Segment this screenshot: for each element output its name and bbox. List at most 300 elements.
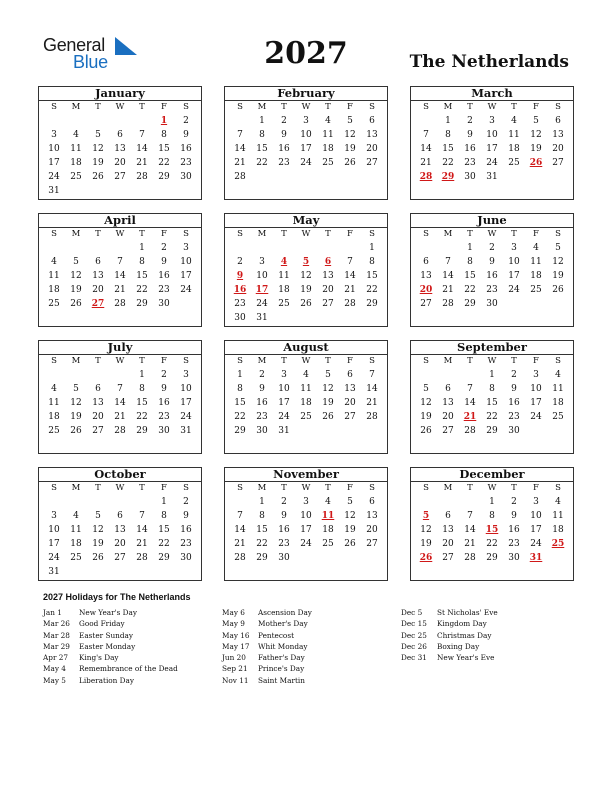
weekday-label: M <box>71 483 81 493</box>
holiday-day-cell: 15 <box>485 525 499 535</box>
day-cell: 7 <box>347 257 353 267</box>
weekday-label: S <box>555 356 561 366</box>
day-cell: 13 <box>552 130 564 140</box>
holiday-item <box>401 607 498 618</box>
day-cell: 8 <box>237 384 243 394</box>
page-title-year: 2027 <box>264 36 348 71</box>
empty-day-cell <box>109 495 131 509</box>
month-days-grid <box>39 228 201 311</box>
empty-day-cell <box>459 495 481 509</box>
day-cell: 3 <box>303 497 309 507</box>
weekday-label: T <box>467 483 473 493</box>
day-cell: 27 <box>366 158 378 168</box>
weekday-label: W <box>487 483 497 493</box>
weekday-label: S <box>51 102 57 112</box>
day-cell: 18 <box>48 412 60 422</box>
day-cell: 14 <box>234 525 246 535</box>
day-cell: 2 <box>281 116 287 126</box>
month-days-grid <box>411 482 573 565</box>
day-cell: 5 <box>533 116 539 126</box>
day-cell: 22 <box>158 539 170 549</box>
holiday-name: Easter Sunday <box>79 630 134 640</box>
day-cell: 21 <box>234 158 246 168</box>
day-cell: 16 <box>508 398 520 408</box>
weekday-label: W <box>487 102 497 112</box>
holiday-item <box>222 618 312 629</box>
day-cell: 12 <box>552 257 564 267</box>
day-cell: 12 <box>530 130 542 140</box>
day-cell: 8 <box>161 511 167 521</box>
day-cell: 4 <box>533 243 539 253</box>
day-cell: 9 <box>281 130 287 140</box>
day-cell: 5 <box>347 116 353 126</box>
day-cell: 21 <box>442 285 454 295</box>
weekday-label: S <box>51 483 57 493</box>
day-cell: 13 <box>114 144 126 154</box>
day-cell: 27 <box>552 158 564 168</box>
holiday-day-cell: 4 <box>280 257 288 267</box>
empty-day-cell <box>415 368 437 382</box>
day-cell: 22 <box>486 412 498 422</box>
day-cell: 30 <box>278 553 290 563</box>
weekday-label: T <box>281 102 287 112</box>
day-cell: 28 <box>234 553 246 563</box>
day-cell: 1 <box>489 497 495 507</box>
weekday-label: F <box>533 102 539 112</box>
day-cell: 13 <box>92 271 104 281</box>
empty-day-cell <box>437 495 459 509</box>
day-cell: 1 <box>369 243 375 253</box>
day-cell: 21 <box>420 158 432 168</box>
month-days-grid <box>411 228 573 311</box>
day-cell: 17 <box>180 398 192 408</box>
day-cell: 23 <box>278 539 290 549</box>
day-cell: 13 <box>442 525 454 535</box>
day-cell: 18 <box>70 158 82 168</box>
day-cell: 24 <box>180 412 192 422</box>
day-cell: 21 <box>114 285 126 295</box>
month-april <box>38 213 202 327</box>
day-cell: 10 <box>486 130 498 140</box>
holiday-date: Apr 27 <box>43 653 69 663</box>
day-cell: 18 <box>552 398 564 408</box>
day-cell: 27 <box>442 426 454 436</box>
day-cell: 13 <box>420 271 432 281</box>
day-cell: 19 <box>420 539 432 549</box>
weekday-label: S <box>369 229 375 239</box>
day-cell: 22 <box>442 158 454 168</box>
day-cell: 14 <box>366 384 378 394</box>
day-cell: 9 <box>161 384 167 394</box>
empty-day-cell <box>415 495 437 509</box>
day-cell: 11 <box>70 525 82 535</box>
day-cell: 27 <box>114 553 126 563</box>
day-cell: 22 <box>234 412 246 422</box>
weekday-label: S <box>183 102 189 112</box>
empty-day-cell <box>339 241 361 255</box>
day-cell: 4 <box>511 116 517 126</box>
weekday-label: T <box>281 483 287 493</box>
day-cell: 12 <box>420 525 432 535</box>
day-cell: 8 <box>139 384 145 394</box>
day-cell: 7 <box>237 511 243 521</box>
day-cell: 21 <box>366 398 378 408</box>
day-cell: 3 <box>183 370 189 380</box>
day-cell: 12 <box>344 511 356 521</box>
holiday-name: King's Day <box>79 653 119 663</box>
day-cell: 20 <box>442 412 454 422</box>
day-cell: 26 <box>344 539 356 549</box>
weekday-label: S <box>183 356 189 366</box>
month-title: February <box>225 87 387 101</box>
day-cell: 13 <box>366 130 378 140</box>
holiday-day-cell: 28 <box>419 172 433 182</box>
holiday-name: Ascension Day <box>258 608 312 617</box>
holiday-item <box>401 618 498 629</box>
day-cell: 25 <box>70 172 82 182</box>
day-cell: 28 <box>136 172 148 182</box>
day-cell: 18 <box>70 539 82 549</box>
weekday-label: T <box>95 102 101 112</box>
day-cell: 15 <box>256 525 268 535</box>
empty-day-cell <box>131 114 153 128</box>
holiday-name: Liberation Day <box>79 675 135 685</box>
weekday-label: M <box>443 229 453 239</box>
day-cell: 9 <box>259 384 265 394</box>
weekday-label: W <box>115 102 125 112</box>
day-cell: 7 <box>423 130 429 140</box>
day-cell: 15 <box>256 144 268 154</box>
weekday-label: F <box>161 229 167 239</box>
day-cell: 29 <box>234 426 246 436</box>
day-cell: 31 <box>180 426 192 436</box>
day-cell: 23 <box>180 158 192 168</box>
holiday-date: Nov 11 <box>222 675 249 685</box>
day-cell: 20 <box>344 398 356 408</box>
day-cell: 3 <box>281 370 287 380</box>
weekday-label: F <box>347 356 353 366</box>
day-cell: 12 <box>322 384 334 394</box>
day-cell: 21 <box>344 285 356 295</box>
day-cell: 2 <box>183 116 189 126</box>
day-cell: 30 <box>508 553 520 563</box>
day-cell: 29 <box>158 553 170 563</box>
holiday-day-cell: 26 <box>419 553 433 563</box>
day-cell: 20 <box>114 539 126 549</box>
day-cell: 16 <box>158 398 170 408</box>
day-cell: 12 <box>420 398 432 408</box>
day-cell: 3 <box>259 257 265 267</box>
holiday-column <box>401 607 498 663</box>
holiday-column <box>222 607 312 686</box>
holiday-name: New Year's Eve <box>437 653 495 663</box>
day-cell: 14 <box>136 525 148 535</box>
day-cell: 18 <box>552 525 564 535</box>
day-cell: 13 <box>344 384 356 394</box>
day-cell: 10 <box>48 525 60 535</box>
day-cell: 26 <box>92 172 104 182</box>
day-cell: 6 <box>423 257 429 267</box>
holiday-day-cell: 1 <box>160 116 168 126</box>
day-cell: 23 <box>180 539 192 549</box>
day-cell: 19 <box>552 271 564 281</box>
day-cell: 10 <box>180 257 192 267</box>
empty-day-cell <box>43 241 65 255</box>
day-cell: 21 <box>464 539 476 549</box>
holiday-name: New Year's Day <box>79 608 138 617</box>
logo-general-text: General <box>43 35 105 55</box>
day-cell: 5 <box>347 497 353 507</box>
day-cell: 27 <box>114 172 126 182</box>
day-cell: 11 <box>552 384 564 394</box>
day-cell: 1 <box>489 370 495 380</box>
day-cell: 9 <box>511 511 517 521</box>
holiday-date: Dec 26 <box>401 641 427 651</box>
day-cell: 28 <box>136 553 148 563</box>
holiday-day-cell: 25 <box>551 539 565 549</box>
empty-day-cell <box>43 495 65 509</box>
holiday-day-cell: 5 <box>302 257 310 267</box>
day-cell: 11 <box>300 384 312 394</box>
weekday-label: S <box>555 229 561 239</box>
day-cell: 3 <box>511 243 517 253</box>
day-cell: 2 <box>511 370 517 380</box>
day-cell: 22 <box>464 285 476 295</box>
holiday-date: May 5 <box>43 675 66 685</box>
day-cell: 29 <box>486 553 498 563</box>
day-cell: 15 <box>136 398 148 408</box>
day-cell: 29 <box>256 553 268 563</box>
day-cell: 12 <box>70 271 82 281</box>
day-cell: 11 <box>322 130 334 140</box>
weekday-label: F <box>533 229 539 239</box>
day-cell: 17 <box>278 398 290 408</box>
day-cell: 25 <box>70 553 82 563</box>
day-cell: 24 <box>530 412 542 422</box>
day-cell: 25 <box>300 412 312 422</box>
day-cell: 5 <box>555 243 561 253</box>
day-cell: 24 <box>300 539 312 549</box>
day-cell: 15 <box>158 144 170 154</box>
day-cell: 11 <box>70 144 82 154</box>
day-cell: 23 <box>278 158 290 168</box>
day-cell: 30 <box>234 313 246 323</box>
day-cell: 31 <box>48 567 60 577</box>
day-cell: 11 <box>48 271 60 281</box>
day-cell: 7 <box>467 511 473 521</box>
month-title: July <box>39 341 201 355</box>
holiday-item <box>401 641 498 652</box>
day-cell: 1 <box>467 243 473 253</box>
day-cell: 5 <box>325 370 331 380</box>
month-november <box>224 467 388 581</box>
day-cell: 17 <box>300 525 312 535</box>
month-days-grid <box>411 355 573 438</box>
day-cell: 8 <box>161 130 167 140</box>
day-cell: 28 <box>464 553 476 563</box>
day-cell: 5 <box>95 511 101 521</box>
day-cell: 17 <box>48 158 60 168</box>
weekday-label: M <box>257 356 267 366</box>
month-days-grid <box>225 355 387 438</box>
day-cell: 16 <box>180 144 192 154</box>
holiday-day-cell: 11 <box>321 511 335 521</box>
holiday-name: Easter Monday <box>79 641 136 651</box>
weekday-label: F <box>161 356 167 366</box>
day-cell: 16 <box>278 525 290 535</box>
day-cell: 21 <box>136 539 148 549</box>
day-cell: 16 <box>158 271 170 281</box>
weekday-label: S <box>369 483 375 493</box>
logo-blue-text: Blue <box>73 52 108 72</box>
day-cell: 8 <box>467 257 473 267</box>
day-cell: 6 <box>95 384 101 394</box>
day-cell: 7 <box>117 384 123 394</box>
holiday-date: May 9 <box>222 619 245 629</box>
day-cell: 8 <box>489 511 495 521</box>
day-cell: 4 <box>325 116 331 126</box>
holiday-item <box>43 675 178 686</box>
holiday-name: Mother's Day <box>258 619 308 629</box>
holiday-date: Sep 21 <box>222 664 248 674</box>
weekday-label: W <box>301 356 311 366</box>
month-title: September <box>411 341 573 355</box>
day-cell: 30 <box>486 299 498 309</box>
day-cell: 18 <box>530 271 542 281</box>
weekday-label: F <box>161 102 167 112</box>
day-cell: 7 <box>467 384 473 394</box>
day-cell: 19 <box>344 144 356 154</box>
empty-day-cell <box>229 114 251 128</box>
day-cell: 12 <box>92 144 104 154</box>
day-cell: 23 <box>158 285 170 295</box>
day-cell: 3 <box>533 497 539 507</box>
day-cell: 2 <box>281 497 287 507</box>
day-cell: 19 <box>420 412 432 422</box>
day-cell: 18 <box>278 285 290 295</box>
weekday-label: F <box>533 356 539 366</box>
day-cell: 15 <box>366 271 378 281</box>
day-cell: 13 <box>322 271 334 281</box>
day-cell: 19 <box>344 525 356 535</box>
day-cell: 26 <box>300 299 312 309</box>
holiday-day-cell: 16 <box>233 285 247 295</box>
day-cell: 12 <box>300 271 312 281</box>
weekday-label: S <box>369 356 375 366</box>
day-cell: 24 <box>48 553 60 563</box>
day-cell: 25 <box>508 158 520 168</box>
holiday-name: Saint Martin <box>258 675 305 685</box>
holiday-day-cell: 26 <box>529 158 543 168</box>
day-cell: 5 <box>423 384 429 394</box>
day-cell: 14 <box>234 144 246 154</box>
day-cell: 2 <box>511 497 517 507</box>
month-january <box>38 86 202 200</box>
day-cell: 24 <box>278 412 290 422</box>
day-cell: 6 <box>117 511 123 521</box>
day-cell: 9 <box>467 130 473 140</box>
day-cell: 14 <box>420 144 432 154</box>
day-cell: 6 <box>369 116 375 126</box>
day-cell: 14 <box>136 144 148 154</box>
holiday-name: St Nicholas' Eve <box>437 608 498 617</box>
day-cell: 14 <box>114 398 126 408</box>
day-cell: 13 <box>442 398 454 408</box>
day-cell: 9 <box>183 511 189 521</box>
weekday-label: W <box>115 483 125 493</box>
holiday-date: Mar 28 <box>43 630 70 640</box>
day-cell: 29 <box>136 426 148 436</box>
month-title: November <box>225 468 387 482</box>
day-cell: 1 <box>259 497 265 507</box>
day-cell: 30 <box>158 299 170 309</box>
day-cell: 10 <box>300 511 312 521</box>
day-cell: 26 <box>552 285 564 295</box>
day-cell: 12 <box>344 130 356 140</box>
day-cell: 21 <box>234 539 246 549</box>
day-cell: 23 <box>464 158 476 168</box>
day-cell: 28 <box>114 426 126 436</box>
empty-day-cell <box>65 368 87 382</box>
empty-day-cell <box>317 241 339 255</box>
day-cell: 31 <box>278 426 290 436</box>
day-cell: 12 <box>70 398 82 408</box>
day-cell: 8 <box>259 511 265 521</box>
holiday-date: Dec 5 <box>401 608 423 617</box>
holiday-item <box>401 630 498 641</box>
day-cell: 11 <box>48 398 60 408</box>
empty-day-cell <box>87 368 109 382</box>
empty-day-cell <box>87 114 109 128</box>
empty-day-cell <box>87 495 109 509</box>
weekday-label: M <box>443 102 453 112</box>
weekday-label: T <box>511 102 517 112</box>
weekday-label: M <box>443 483 453 493</box>
day-cell: 3 <box>183 243 189 253</box>
day-cell: 16 <box>256 398 268 408</box>
day-cell: 7 <box>117 257 123 267</box>
empty-day-cell <box>437 241 459 255</box>
weekday-label: T <box>139 229 145 239</box>
day-cell: 21 <box>136 158 148 168</box>
holiday-date: Jun 20 <box>222 653 246 663</box>
weekday-label: F <box>161 483 167 493</box>
holiday-item <box>222 607 312 618</box>
empty-day-cell <box>65 114 87 128</box>
month-days-grid <box>225 228 387 325</box>
day-cell: 25 <box>48 426 60 436</box>
day-cell: 18 <box>322 144 334 154</box>
weekday-label: T <box>281 356 287 366</box>
holiday-item <box>43 641 178 652</box>
day-cell: 4 <box>325 497 331 507</box>
day-cell: 2 <box>161 370 167 380</box>
day-cell: 26 <box>322 412 334 422</box>
holiday-date: Dec 31 <box>401 653 427 663</box>
day-cell: 27 <box>344 412 356 422</box>
day-cell: 7 <box>369 370 375 380</box>
day-cell: 30 <box>180 172 192 182</box>
day-cell: 16 <box>486 271 498 281</box>
day-cell: 12 <box>92 525 104 535</box>
day-cell: 14 <box>464 525 476 535</box>
day-cell: 2 <box>467 116 473 126</box>
day-cell: 16 <box>464 144 476 154</box>
weekday-label: T <box>325 356 331 366</box>
day-cell: 10 <box>256 271 268 281</box>
month-march <box>410 86 574 200</box>
month-days-grid <box>225 101 387 184</box>
